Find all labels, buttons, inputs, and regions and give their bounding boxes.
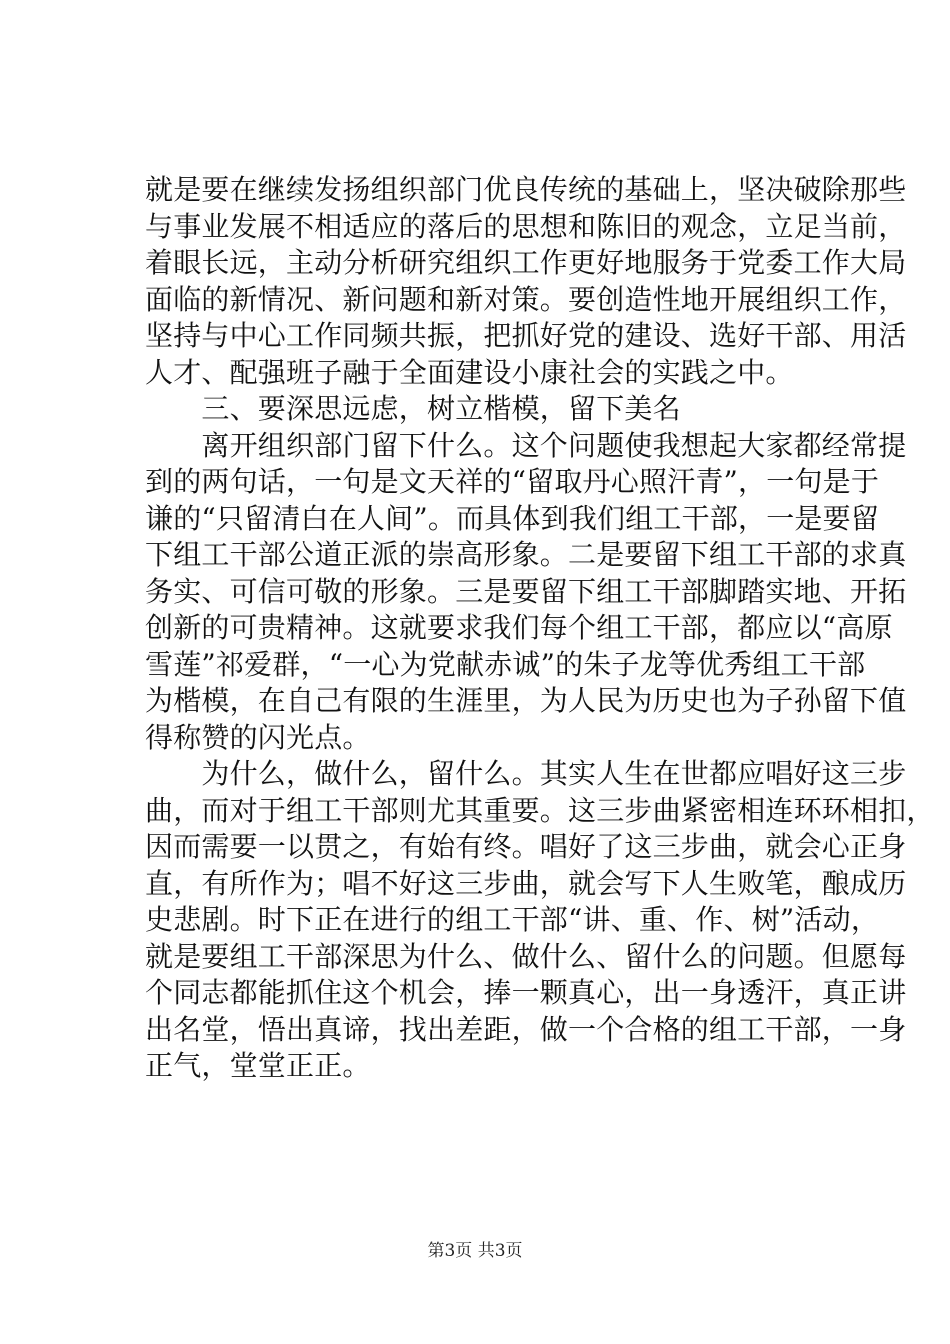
body-text bbox=[145, 172, 935, 1085]
text-line: 雪莲”祁爱群，“一心为党献赤诚”的朱子龙等优秀组工干部 bbox=[145, 647, 866, 681]
text-line: 个同志都能抓住这个机会，捧一颗真心，出一身透汗，真正讲 bbox=[145, 976, 907, 1009]
text-line: 出名堂，悟出真谛，找出差距，做一个合格的组工干部，一身 bbox=[145, 1012, 907, 1046]
text-line: 为楷模，在自己有限的生涯里，为人民为历史也为子孙留下值 bbox=[145, 684, 907, 717]
text-line: 务实、可信可敬的形象。三是要留下组工干部脚踏实地、开拓 bbox=[145, 574, 907, 608]
text-line: 就是要组工干部深思为什么、做什么、留什么的问题。但愿每 bbox=[145, 939, 907, 973]
text-line: 就是要在继续发扬组织部门优良传统的基础上，坚决破除那些 bbox=[145, 173, 907, 206]
text-line: 因而需要一以贯之，有始有终。唱好了这三步曲，就会心正身 bbox=[145, 830, 907, 863]
text-line: 曲，而对于组工干部则尤其重要。这三步曲紧密相连环环相扣， bbox=[145, 793, 935, 827]
text-line: 下组工干部公道正派的崇高形象。二是要留下组工干部的求真 bbox=[145, 538, 907, 571]
text-line: 坚持与中心工作同频共振，把抓好党的建设、选好干部、用活 bbox=[145, 319, 907, 352]
text-line: 史悲剧。时下正在进行的组工干部“讲、重、作、树”活动， bbox=[145, 903, 880, 936]
text-line: 谦的“只留清白在人间”。而具体到我们组工干部，一是要留 bbox=[145, 501, 880, 535]
text-line: 人才、配强班子融于全面建设小康社会的实践之中。 bbox=[145, 355, 794, 389]
text-line: 直，有所作为；唱不好这三步曲，就会写下人生败笔，酿成历 bbox=[145, 866, 907, 900]
text-line: 到的两句话，一句是文天祥的“留取丹心照汗青”，一句是于 bbox=[145, 465, 880, 498]
text-line: 离开组织部门留下什么。这个问题使我想起大家都经常提 bbox=[145, 428, 907, 462]
text-line: 着眼长远，主动分析研究组织工作更好地服务于党委工作大局 bbox=[145, 246, 907, 279]
page-number-footer: 第3页 共3页 bbox=[427, 1241, 523, 1261]
text-line: 为什么，做什么，留什么。其实人生在世都应唱好这三步 bbox=[145, 757, 907, 790]
section-heading: 三、要深思远虑，树立楷模，留下美名 bbox=[145, 392, 681, 425]
text-line: 与事业发展不相适应的落后的思想和陈旧的观念，立足当前， bbox=[145, 209, 907, 243]
text-line: 面临的新情况、新问题和新对策。要创造性地开展组织工作， bbox=[145, 282, 907, 316]
text-line: 正气，堂堂正正。 bbox=[145, 1049, 371, 1082]
text-line: 创新的可贵精神。这就要求我们每个组工干部，都应以“高原 bbox=[145, 611, 893, 644]
text-line: 得称赞的闪光点。 bbox=[145, 720, 371, 754]
